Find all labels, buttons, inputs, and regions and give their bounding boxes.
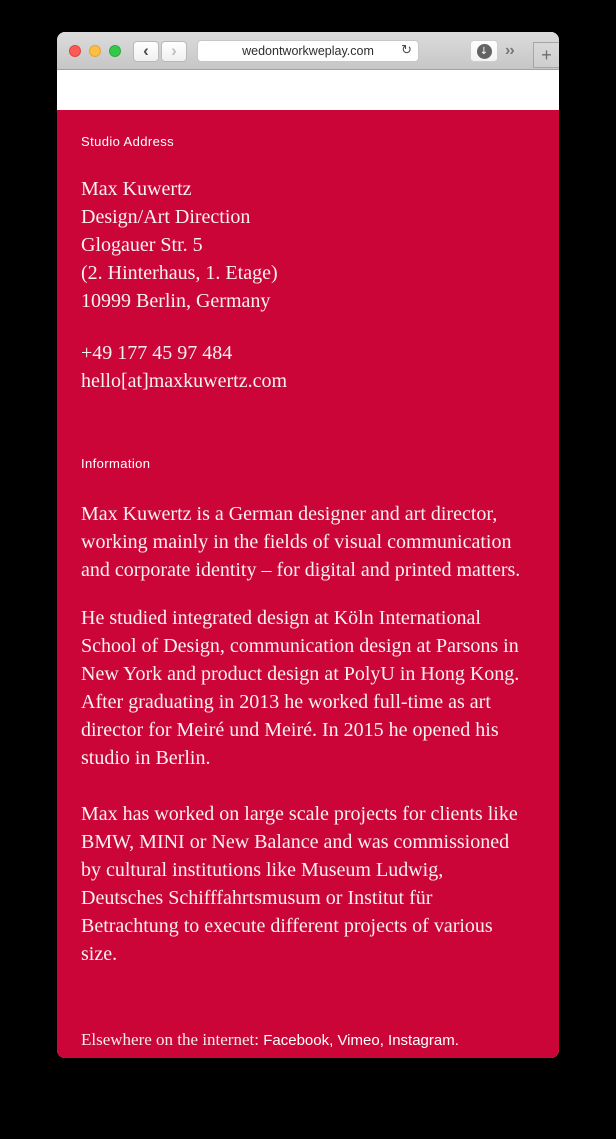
browser-toolbar [57,32,559,70]
page-content [57,110,559,1058]
bio-paragraph-3: Max has worked on large scale projects for clients like BMW, MINI or New Balance and was commissioned by cultural institutions like Museum Ludwig, Deutsches Schifffahrtsmusum or Institut für Betrachtung to execute different projects of various size. [81,803,518,965]
forward-button[interactable] [161,41,187,62]
contact-block [81,339,529,395]
back-button[interactable] [133,41,159,62]
instagram-link[interactable]: Instagram [388,1032,455,1049]
address-line-name: Max Kuwertz [81,178,192,200]
footer-period: . [454,1032,459,1049]
chevron-right-icon: › [171,40,177,60]
downloads-button[interactable] [470,40,498,62]
information-label: Information [81,456,151,471]
navigation-buttons [133,41,187,62]
window-controls [69,45,121,57]
page-top-whitespace [57,70,559,110]
download-icon: ↓ [477,44,492,59]
plus-icon: + [541,45,552,65]
phone-number: +49 177 45 97 484 [81,342,233,364]
address-bar[interactable] [197,40,419,62]
studio-address-label: Studio Address [81,134,175,149]
chevron-left-icon: ‹ [143,40,149,60]
new-tab-button[interactable] [533,42,559,68]
footer-separator: , [329,1032,338,1049]
social-footer [81,1030,529,1052]
toolbar-overflow-icon[interactable]: ›› [505,42,514,59]
minimize-window-button[interactable] [89,45,101,57]
address-line-street: Glogauer Str. 5 [81,234,203,256]
address-line-building: (2. Hinterhaus, 1. Etage) [81,262,278,284]
bio-paragraph-1: Max Kuwertz is a German designer and art director, working mainly in the fields of visual communication and corporate identity – for digital and printed matters. [81,503,521,581]
footer-prefix: Elsewhere on the internet: [81,1030,264,1049]
address-line-city: 10999 Berlin, Germany [81,290,271,312]
bio-paragraph-2: He studied integrated design at Köln International School of Design, communication design at Parsons in New York and product design at PolyU in Hong Kong. After graduating in 2013 he worked full-time as art director for Meiré und Meiré. In 2015 he opened his studio in Berlin. [81,607,520,769]
email-address[interactable]: hello[at]maxkuwertz.com [81,370,288,392]
close-window-button[interactable] [69,45,81,57]
browser-window [57,32,559,1058]
address-line-role: Design/Art Direction [81,206,251,228]
vimeo-link[interactable]: Vimeo [337,1032,380,1049]
url-text: wedontworkweplay.com [242,44,374,58]
facebook-link[interactable]: Facebook [263,1032,330,1049]
zoom-window-button[interactable] [109,45,121,57]
footer-separator: , [379,1032,389,1049]
reload-icon[interactable]: ↻ [401,43,412,58]
studio-address-block [81,175,529,315]
